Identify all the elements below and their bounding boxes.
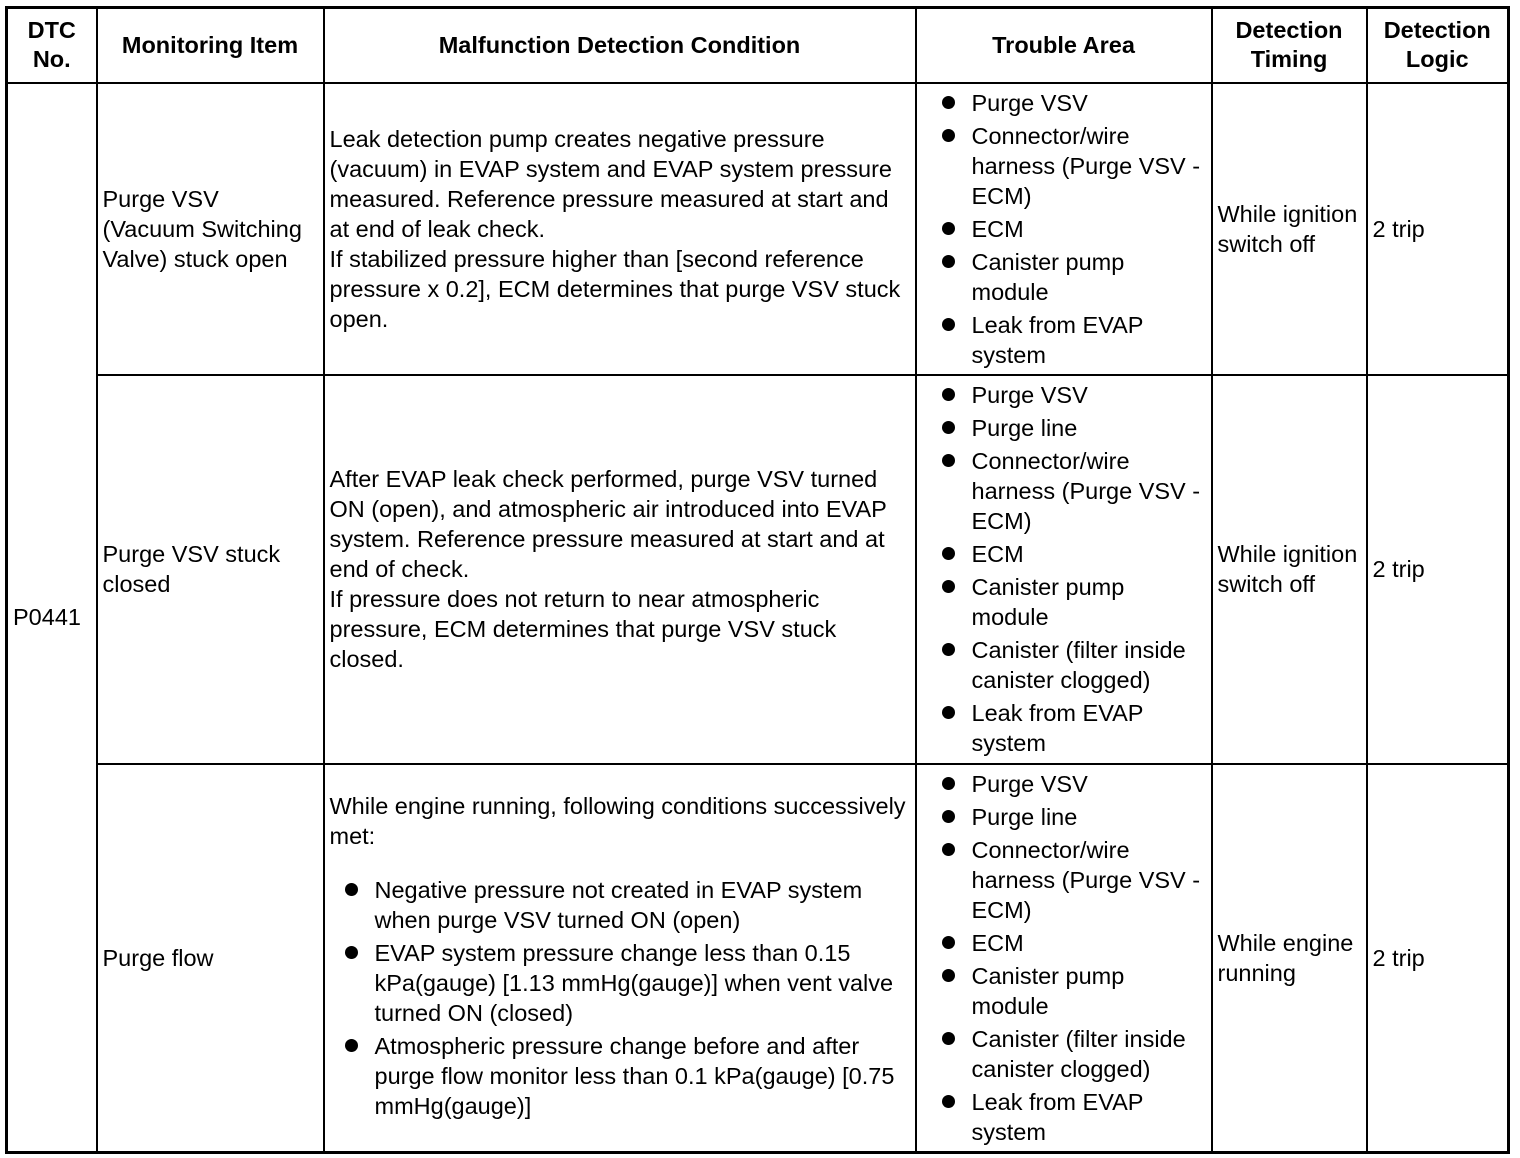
table-row (7, 83, 1509, 375)
malfunction-condition (324, 375, 916, 764)
bullet-icon (942, 421, 955, 434)
list-item: Canister pump module (922, 247, 1206, 307)
bullet-icon (942, 129, 955, 142)
list-item: Canister pump module (922, 572, 1206, 632)
list-item: Purge VSV (922, 88, 1206, 118)
bullet-icon (942, 936, 955, 949)
condition-paragraph: After EVAP leak check performed, purge VSV turned ON (open), and atmospheric air introduced into EVAP system. Reference pressure measured at start and at end of check. (329, 466, 887, 582)
list-item: Purge VSV (922, 380, 1206, 410)
list-item: Leak from EVAP system (922, 310, 1206, 370)
bullet-icon (942, 1095, 955, 1108)
bullet-icon (942, 843, 955, 856)
bullet-icon (942, 643, 955, 656)
list-item: Purge line (922, 413, 1206, 443)
bullet-icon (942, 96, 955, 109)
table-row (7, 375, 1509, 764)
bullet-icon (942, 547, 955, 560)
list-item: Connector/wire harness (Purge VSV - ECM) (922, 121, 1206, 211)
condition-intro: While engine running, following conditions successively met: (329, 793, 906, 850)
header-monitoring-item: Monitoring Item (97, 8, 324, 83)
list-item: ECM (922, 928, 1206, 958)
detection-timing: While ignition switch off (1212, 375, 1367, 764)
dtc-table (5, 6, 1510, 1154)
list-item: Leak from EVAP system (922, 698, 1206, 758)
condition-paragraph: If stabilized pressure higher than [second reference pressure x 0.2], ECM determines that purge VSV stuck open. (329, 245, 901, 332)
list-item: Purge line (922, 802, 1206, 832)
detection-logic: 2 trip (1367, 764, 1509, 1153)
bullet-icon (345, 883, 358, 896)
bullet-icon (942, 777, 955, 790)
bullet-icon (345, 946, 358, 959)
malfunction-condition (324, 764, 916, 1153)
bullet-icon (942, 580, 955, 593)
list-item: ECM (922, 214, 1206, 244)
monitoring-item: Purge VSV (Vacuum Switching Valve) stuck open (97, 83, 324, 375)
trouble-area (916, 764, 1212, 1153)
monitoring-item: Purge VSV stuck closed (97, 375, 324, 764)
list-item: Leak from EVAP system (922, 1087, 1206, 1147)
header-detection-timing: Detection Timing (1212, 8, 1367, 83)
bullet-icon (942, 388, 955, 401)
list-item: Negative pressure not created in EVAP system when purge VSV turned ON (open) (330, 875, 910, 935)
bullet-icon (942, 1032, 955, 1045)
detection-logic: 2 trip (1367, 83, 1509, 375)
header-row (7, 8, 1509, 83)
header-detection-logic: Detection Logic (1367, 8, 1509, 83)
detection-timing: While ignition switch off (1212, 83, 1367, 375)
list-item: Purge VSV (922, 769, 1206, 799)
header-malfunction-condition: Malfunction Detection Condition (324, 8, 916, 83)
malfunction-condition (324, 83, 916, 375)
list-item: Atmospheric pressure change before and after purge flow monitor less than 0.1 kPa(gauge) [0.75 mmHg(gauge)] (330, 1031, 910, 1121)
condition-paragraph: Leak detection pump creates negative pressure (vacuum) in EVAP system and EVAP system pressure measured. Reference pressure measured at start and at end of leak check. (329, 125, 892, 242)
list-item: Canister (filter inside canister clogged) (922, 635, 1206, 695)
trouble-area (916, 375, 1212, 764)
trouble-area (916, 83, 1212, 375)
bullet-icon (942, 810, 955, 823)
bullet-icon (942, 969, 955, 982)
table-row (7, 764, 1509, 1153)
bullet-icon (942, 255, 955, 268)
bullet-icon (942, 318, 955, 331)
list-item: Canister (filter inside canister clogged) (922, 1024, 1206, 1084)
bullet-icon (942, 222, 955, 235)
bullet-icon (345, 1039, 358, 1052)
header-dtc-no: DTC No. (7, 8, 97, 83)
detection-timing: While engine running (1212, 764, 1367, 1153)
list-item: Connector/wire harness (Purge VSV - ECM) (922, 446, 1206, 536)
list-item: Connector/wire harness (Purge VSV - ECM) (922, 835, 1206, 925)
bullet-icon (942, 706, 955, 719)
list-item: EVAP system pressure change less than 0.15 kPa(gauge) [1.13 mmHg(gauge)] when vent valve turned ON (closed) (330, 938, 910, 1028)
condition-paragraph: If pressure does not return to near atmospheric pressure, ECM determines that purge VSV stuck closed. (329, 586, 837, 672)
dtc-code: P0441 (7, 83, 97, 1153)
monitoring-item: Purge flow (97, 764, 324, 1153)
bullet-icon (942, 454, 955, 467)
detection-logic: 2 trip (1367, 375, 1509, 764)
header-trouble-area: Trouble Area (916, 8, 1212, 83)
list-item: ECM (922, 539, 1206, 569)
list-item: Canister pump module (922, 961, 1206, 1021)
